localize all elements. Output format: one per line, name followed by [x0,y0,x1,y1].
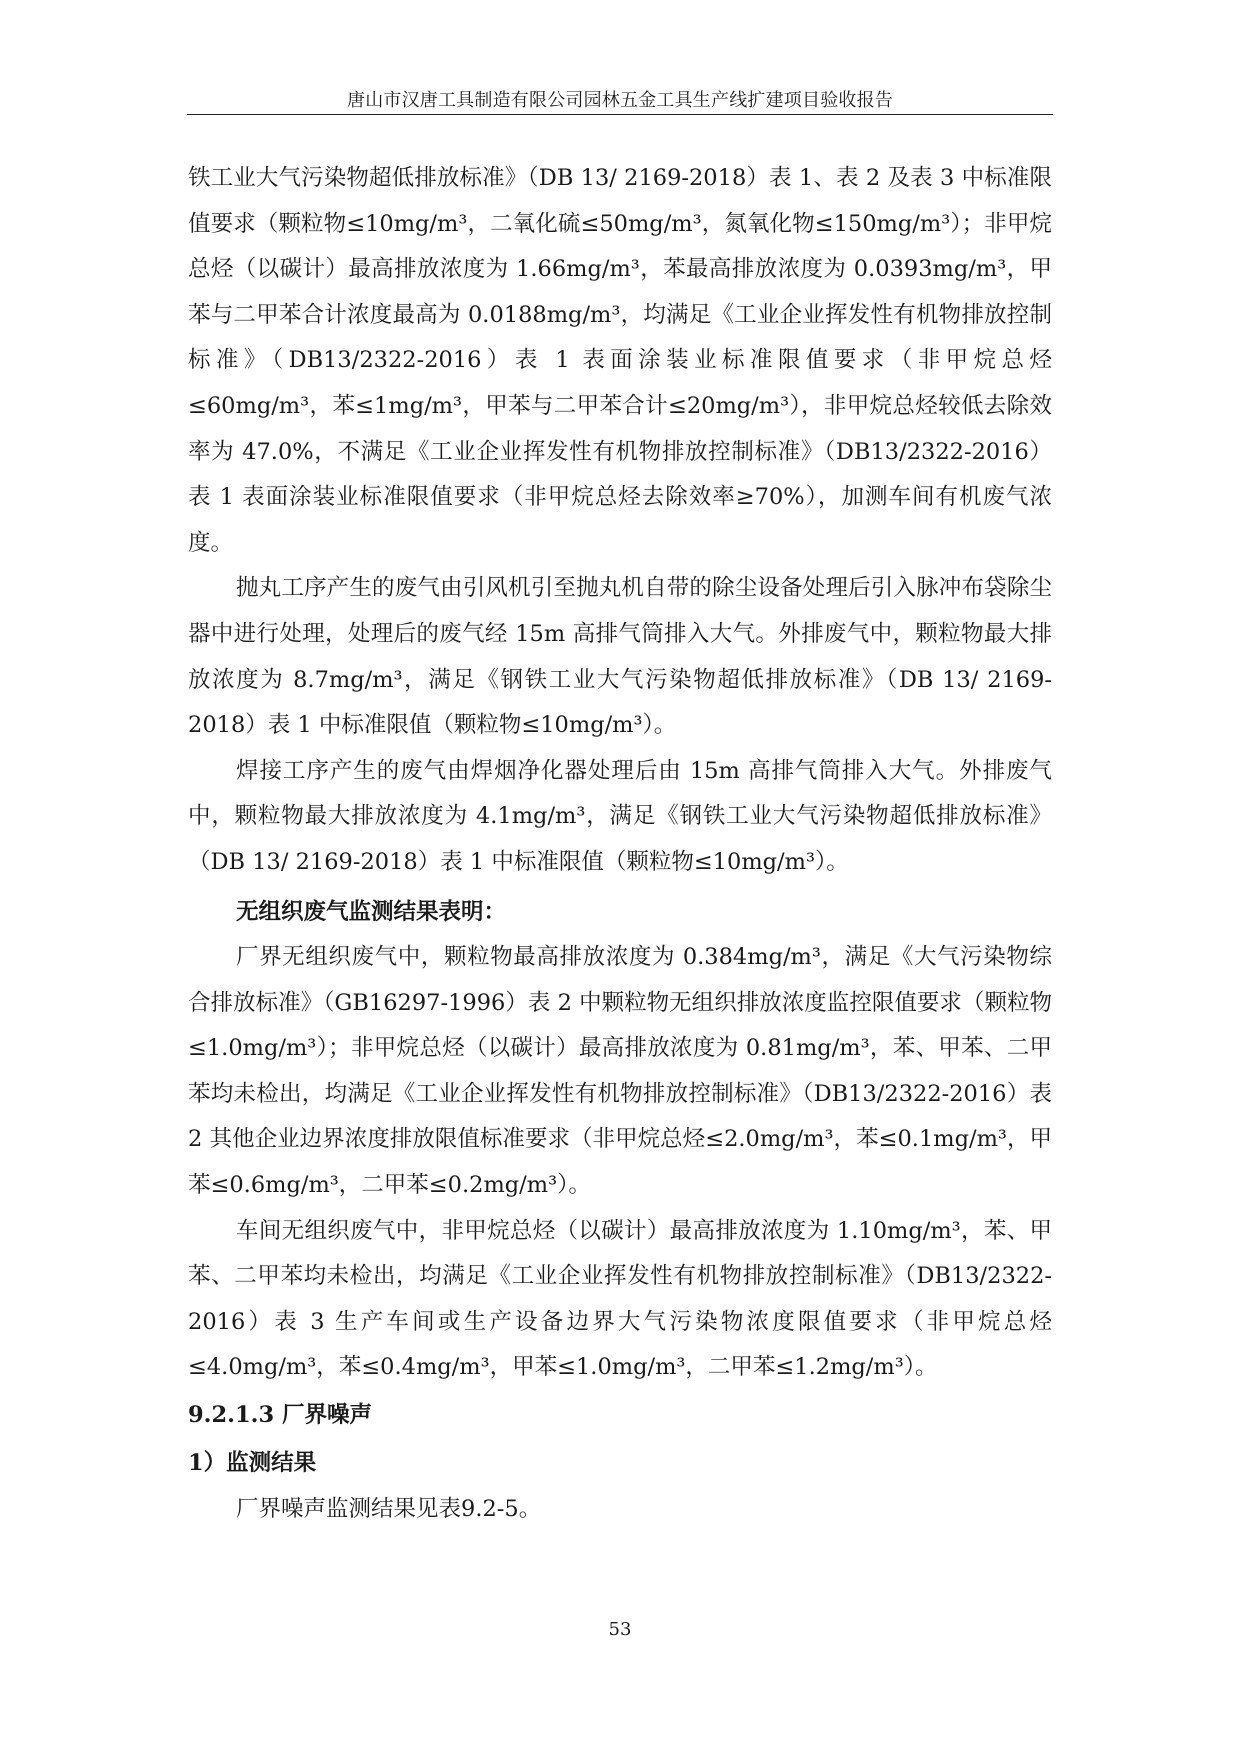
subheading-monitoring-results: 1）监测结果 [188,1450,317,1477]
paragraph-noise-reference: 厂界噪声监测结果见表9.2-5。 [236,1496,542,1523]
paragraph-boundary-fugitive: 厂界无组织废气中，颗粒物最高排放浓度为 0.384mg/m³，满足《大气污染物综合排放标准》（GB16297-1996）表 2 中颗粒物无组织排放浓度监控限值要求（颗粒物≤1.0mg/m³）；非甲烷总烃（以碳计）最高排放浓度为 0.81mg/m³，苯、甲苯、二甲苯均未检出，均满足《工业企业挥发性有机物排放控制标准》（DB13/2322-2016）表 2 其他企业边界浓度排放限值标准要求（非甲烷总烃≤2.0mg/m³，苯≤0.1mg/m³，甲苯≤0.6mg/m³，二甲苯≤0.2mg/m³）。 [188,944,1052,1199]
page-body [188,156,1052,1533]
paragraph-organized-emissions-coating: 铁工业大气污染物超低排放标准》（DB 13/ 2169-2018）表 1、表 2 及表 3 中标准限值要求（颗粒物≤10mg/m³，二氧化硫≤50mg/m³，氮氧化物≤150mg/m³）；非甲烷总烃（以碳计）最高排放浓度为 1.66mg/m³，苯最高排放浓度为 0.0393mg/m³，甲苯与二甲苯合计浓度最高为 0.0188mg/m³，均满足《工业企业挥发性有机物排放控制标准》（DB13/2322-2016）表 1 表面涂装业标准限值要求（非甲烷总烃≤60mg/m³，苯≤1mg/m³，甲苯与二甲苯合计≤20mg/m³），非甲烷总烃较低去除效率为 47.0%，不满足《工业企业挥发性有机物排放控制标准》（DB13/2322-2016）表 1 表面涂装业标准限值要求（非甲烷总烃去除效率≥70%），加测车间有机废气浓度。 [188,165,1052,556]
header-rule [187,114,1053,115]
paragraph-welding: 焊接工序产生的废气由焊烟净化器处理后由 15m 高排气筒排入大气。外排废气中，颗粒物最大排放浓度为 4.1mg/m³，满足《钢铁工业大气污染物超低排放标准》（DB 13/ 2169-2018）表 1 中标准限值（颗粒物≤10mg/m³）。 [188,757,1052,875]
page-header-title: 唐山市汉唐工具制造有限公司园林五金工具生产线扩建项目验收报告 [347,90,893,111]
subheading-fugitive-emissions: 无组织废气监测结果表明： [236,898,507,925]
paragraph-workshop-fugitive: 车间无组织废气中，非甲烷总烃（以碳计）最高排放浓度为 1.10mg/m³，苯、甲苯、二甲苯均未检出，均满足《工业企业挥发性有机物排放控制标准》（DB13/2322-2016）表 3 生产车间或生产设备边界大气污染物浓度限值要求（非甲烷总烃≤4.0mg/m³，苯≤0.4mg/m³，甲苯≤1.0mg/m³，二甲苯≤1.2mg/m³）。 [188,1217,1052,1381]
section-heading-noise: 9.2.1.3 厂界噪声 [188,1402,372,1429]
page-number: 53 [608,1619,632,1640]
paragraph-shot-blasting: 抛丸工序产生的废气由引风机引至抛丸机自带的除尘设备处理后引入脉冲布袋除尘器中进行处理，处理后的废气经 15m 高排气筒排入大气。外排废气中，颗粒物最大排放浓度为 8.7mg/m³，满足《钢铁工业大气污染物超低排放标准》（DB 13/ 2169-2018）表 1 中标准限值（颗粒物≤10mg/m³）。 [188,575,1052,739]
